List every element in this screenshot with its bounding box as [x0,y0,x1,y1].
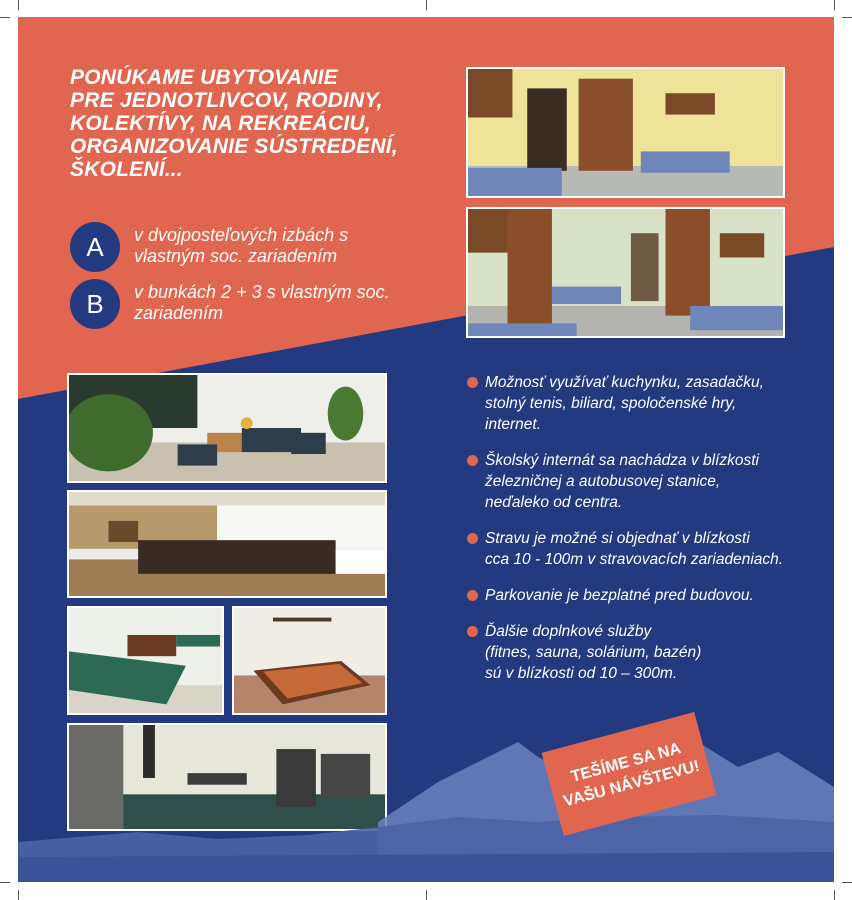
list-item [467,372,817,435]
crop-mark [18,890,19,900]
headline: PONÚKAME UBYTOVANIE PRE JEDNOTLIVCOV, RODINY, KOLEKTÍVY, NA REKREÁCIU, ORGANIZOVANIE SÚSTREDENÍ, ŠKOLENÍ... [70,66,398,181]
bullet-dot [467,533,478,544]
crop-mark [834,890,835,900]
list-item [467,621,817,684]
crop-mark [0,882,10,883]
crop-mark [834,0,835,10]
option-a [70,222,390,272]
bullet-dot [467,455,478,466]
photo-room-2 [466,207,785,338]
bullet-dot [467,626,478,637]
list-item-text: Ďalšie doplnkové služby (fitnes, sauna, solárium, bazén) sú v blízkosti od 10 – 300m. [485,623,702,682]
list-item [467,450,817,513]
photo-billiard [232,606,387,715]
photo-table-tennis [67,606,224,715]
option-text: v bunkách 2 + 3 s vlastným soc. zariadením [134,282,390,323]
crop-mark [18,0,19,10]
bullet-dot [467,377,478,388]
list-item-text: Stravu je možné si objednať v blízkosti cca 10 - 100m v stravovacích zariadeniach. [485,530,784,568]
photo-room-1 [466,67,785,198]
crop-mark [842,882,852,883]
bullet-dot [467,590,478,601]
option-letter: B [70,279,120,329]
mountains-illustration [18,727,834,882]
list-item [467,585,817,606]
badge-text: TEŠÍME SA NA VAŠU NÁVŠTEVU! [561,740,702,811]
photo-hall [67,490,387,598]
amenities-list [467,372,817,699]
option-b [70,279,390,329]
list-item-text: Školský internát sa nachádza v blízkosti železničnej a autobusovej stanice, neďaleko od centra. [485,452,759,511]
flyer-panel [18,17,834,882]
photo-lounge [67,373,387,483]
crop-mark [426,0,427,10]
list-item-text: Parkovanie je bezplatné pred budovou. [485,587,754,604]
option-text: v dvojposteľových izbách s vlastným soc. zariadením [134,225,349,266]
crop-mark [426,890,427,900]
crop-mark [0,17,10,18]
list-item-text: Možnosť využívať kuchynku, zasadačku, stolný tenis, biliard, spoločenské hry, internet. [485,374,764,433]
crop-mark [842,17,852,18]
option-letter: A [70,222,120,272]
list-item [467,528,817,570]
